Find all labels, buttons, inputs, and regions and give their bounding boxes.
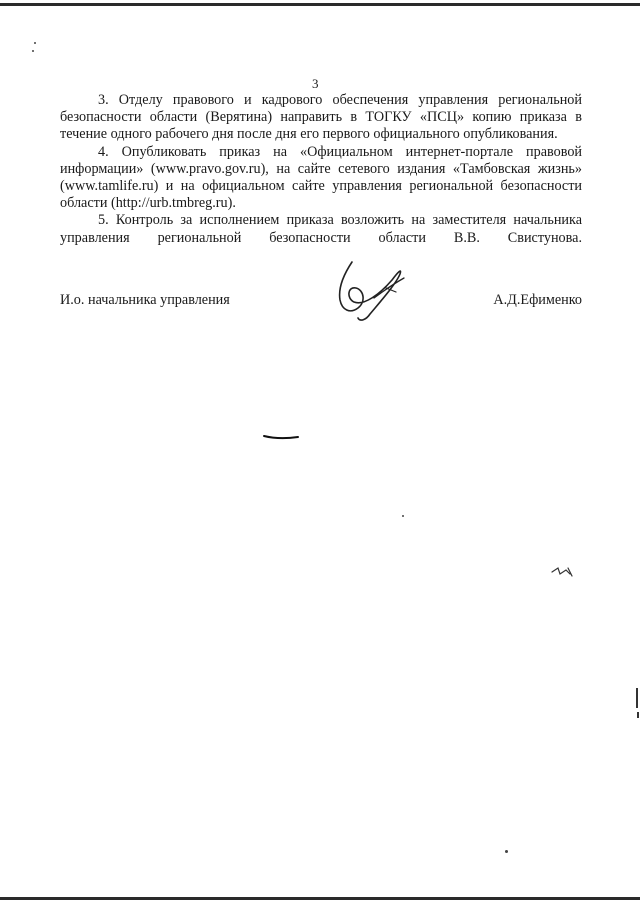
- paragraph-5: 5. Контроль за исполнением приказа возложить на заместителя начальника управления региональной безопасности области В.В. Свистунова.: [60, 212, 582, 246]
- paragraph-3: 3. Отделу правового и кадрового обеспечения управления региональной безопасности области (Верятина) направить в ТОГКУ «ПСЦ» копию приказа в течение одного рабочего дня после дня его первого официального опубликования.: [60, 92, 582, 143]
- scan-edge-mark: [636, 688, 638, 708]
- scan-speck: [402, 515, 404, 517]
- scan-top-border: [0, 3, 640, 6]
- document-body: [60, 92, 582, 247]
- scan-speck: [34, 42, 36, 44]
- margin-scribble: [548, 564, 578, 580]
- signatory-name: А.Д.Ефименко: [493, 292, 582, 308]
- paragraph-4: 4. Опубликовать приказ на «Официальном интернет-портале правовой информации» (www.pravo.gov.ru), на сайте сетевого издания «Тамбовская жизнь» (www.tamlife.ru) и на официальном сайте управления региональной безопасности области (http://urb.tmbreg.ru).: [60, 143, 582, 212]
- scan-edge-mark: [637, 712, 639, 718]
- handwritten-signature-icon: [330, 258, 420, 326]
- scan-speck: [505, 850, 508, 853]
- scan-bottom-border: [0, 897, 640, 900]
- scan-speck: [32, 50, 34, 52]
- pen-stroke-mark: [262, 433, 302, 441]
- page-number: 3: [312, 76, 319, 91]
- signatory-title: И.о. начальника управления: [60, 292, 230, 308]
- signature-block: [60, 292, 582, 312]
